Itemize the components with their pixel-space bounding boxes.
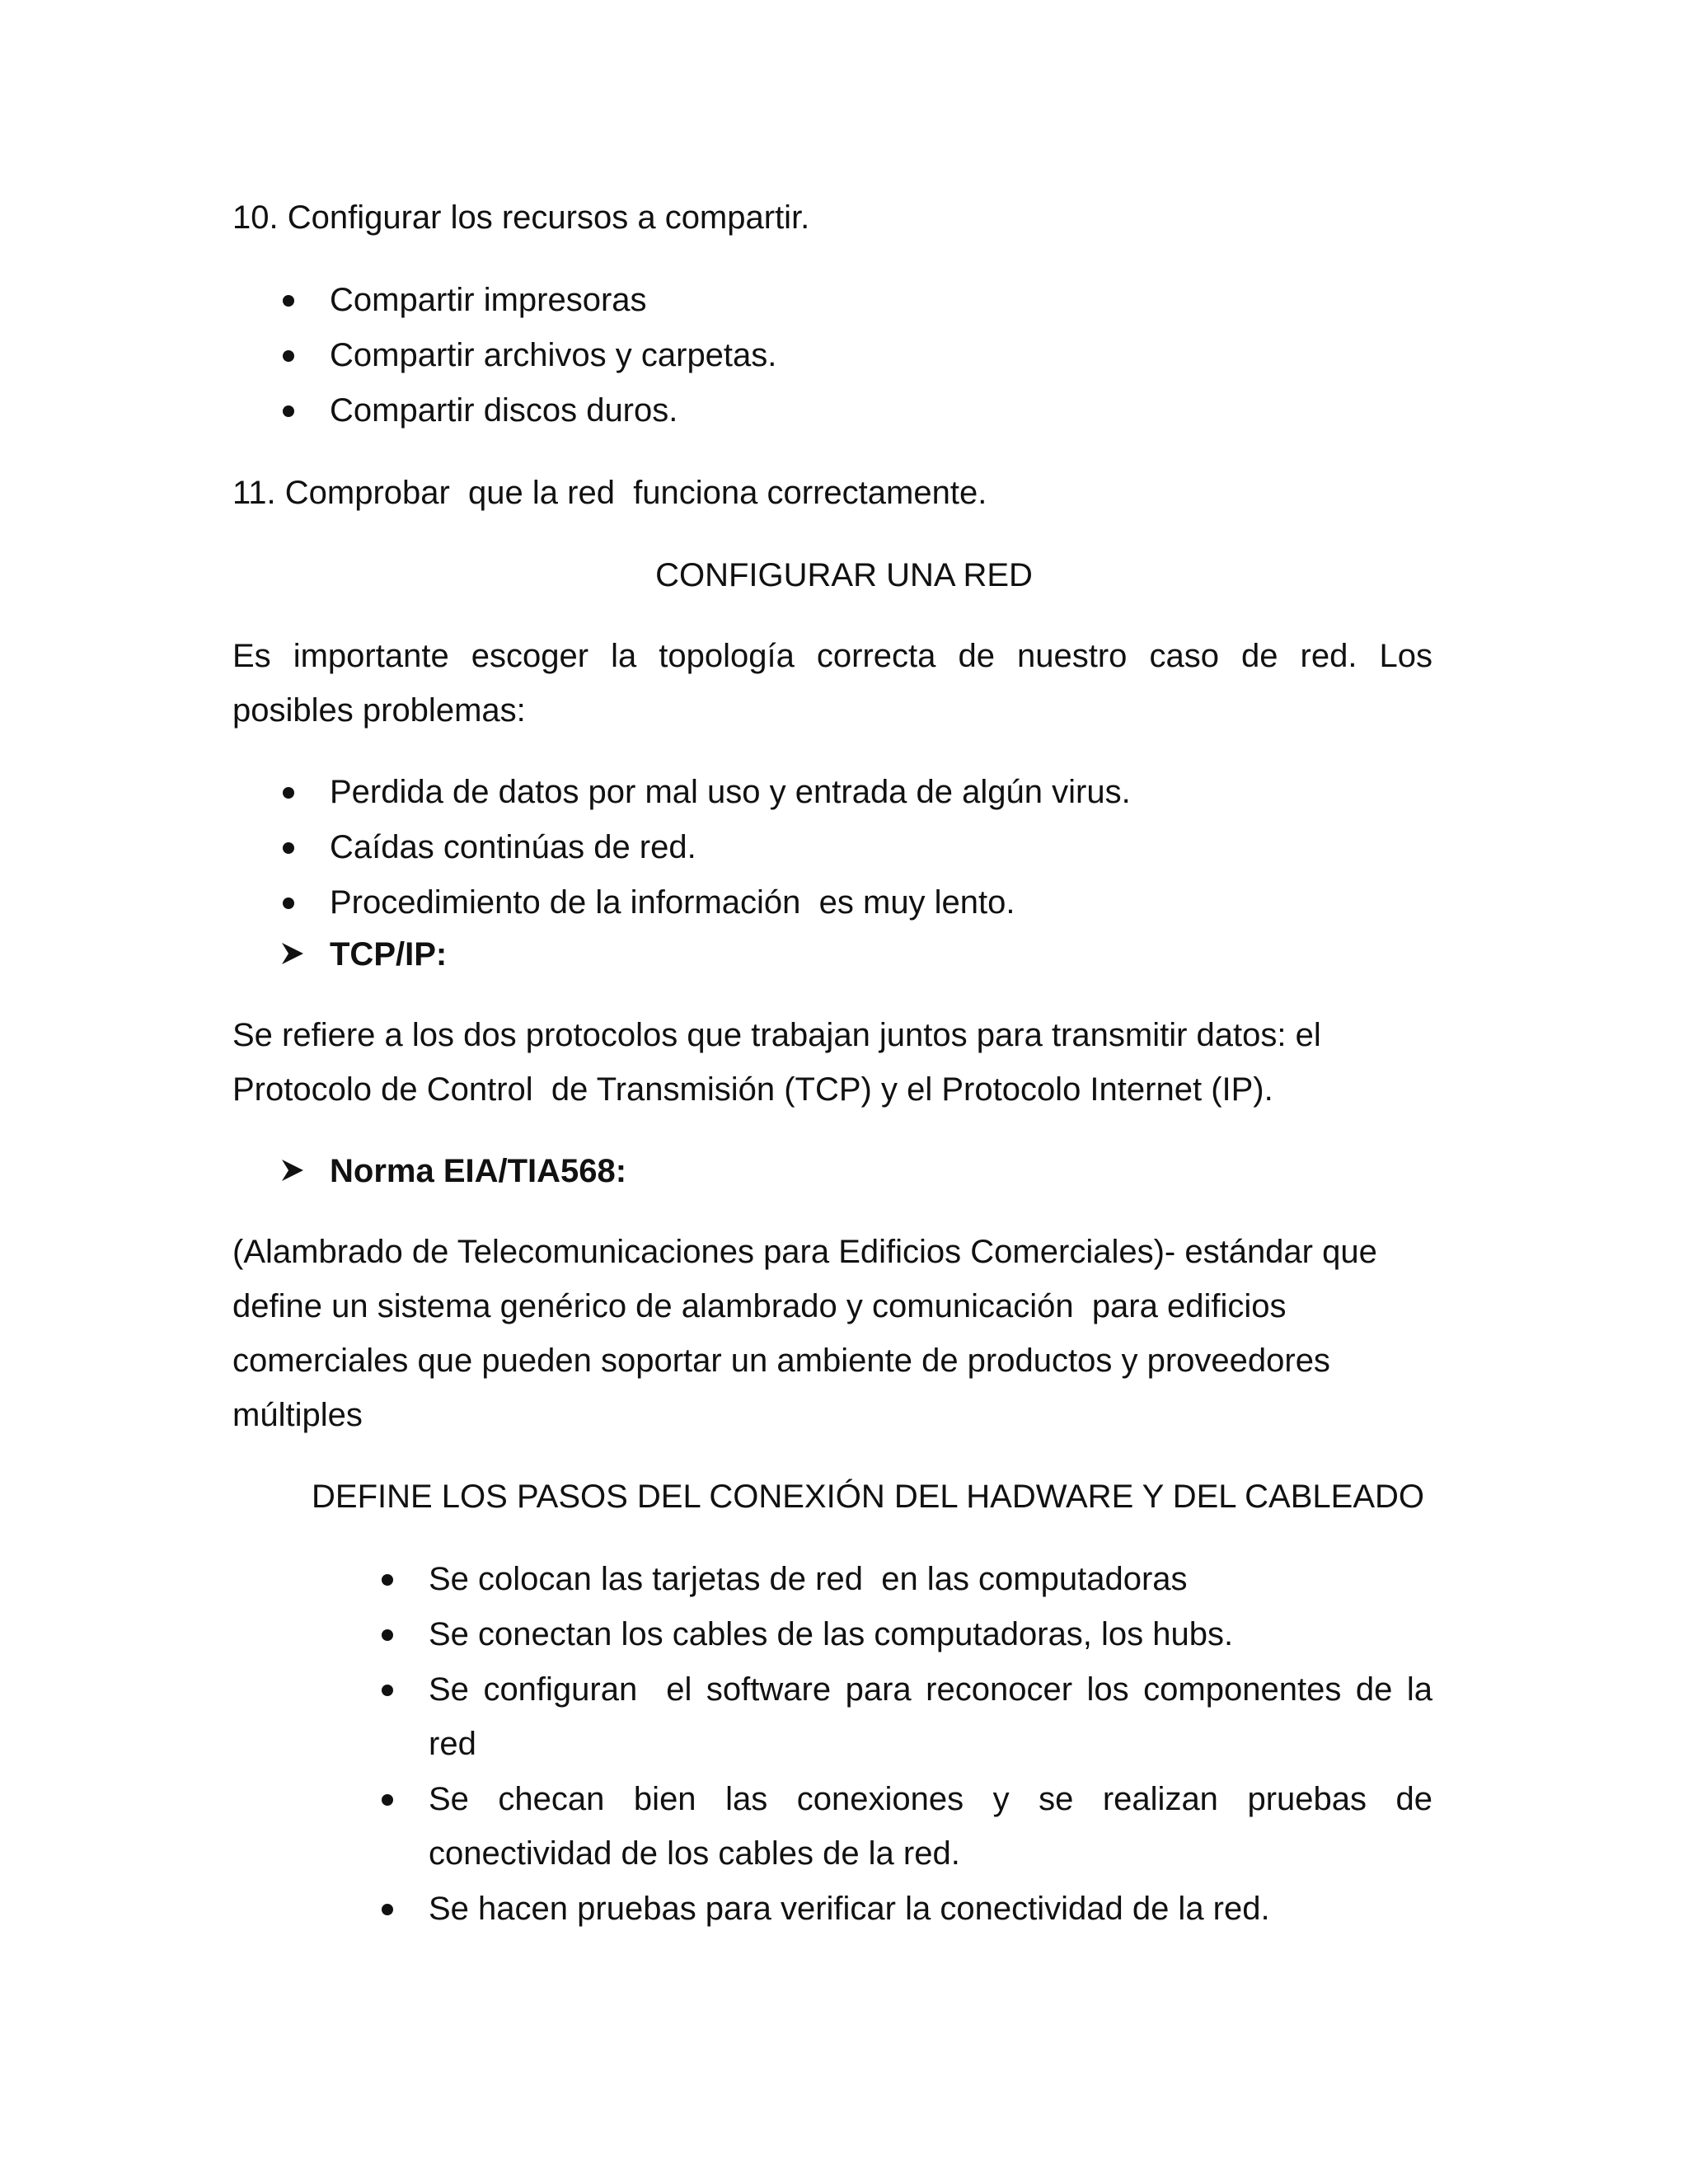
bullet-icon xyxy=(382,1794,393,1806)
list-item: Compartir archivos y carpetas. xyxy=(330,337,777,373)
list-item-line-1: Se checan bien las conexiones y se realizan pruebas de xyxy=(429,1781,1432,1817)
norma-heading: Norma EIA/TIA568: xyxy=(330,1153,627,1189)
bullet-icon xyxy=(283,295,294,307)
norma-text-line-4: múltiples xyxy=(232,1397,363,1433)
tcpip-text-line-2: Protocolo de Control de Transmisión (TCP) y el Protocolo Internet (IP). xyxy=(232,1071,1273,1108)
list-item: Se colocan las tarjetas de red en las computadoras xyxy=(429,1561,1188,1597)
list-item: Procedimiento de la información es muy lento. xyxy=(330,884,1015,921)
norma-text-line-3: comerciales que pueden soportar un ambiente de productos y proveedores xyxy=(232,1343,1330,1379)
bullet-icon xyxy=(283,350,294,362)
list-item: Compartir discos duros. xyxy=(330,392,678,429)
tcpip-heading: TCP/IP: xyxy=(330,936,448,972)
bullet-icon xyxy=(283,787,294,799)
intro-paragraph-line-1: Es importante escoger la topología correcta de nuestro caso de red. Los xyxy=(232,638,1432,674)
tcpip-text-line-1: Se refiere a los dos protocolos que trabajan juntos para transmitir datos: el xyxy=(232,1017,1321,1053)
bullet-icon xyxy=(382,1904,393,1915)
arrow-bullet-icon xyxy=(280,1158,305,1183)
section-heading-configurar: CONFIGURAR UNA RED xyxy=(655,557,1033,593)
norma-text-line-2: define un sistema genérico de alambrado y comunicación para edificios xyxy=(232,1288,1287,1324)
step-11-title: 11. Comprobar que la red funciona correctamente. xyxy=(232,475,987,511)
bullet-icon xyxy=(382,1574,393,1586)
bullet-icon xyxy=(283,405,294,417)
section-heading-pasos: DEFINE LOS PASOS DEL CONEXIÓN DEL HADWARE Y DEL CABLEADO xyxy=(312,1479,1424,1515)
list-item: Compartir impresoras xyxy=(330,282,647,318)
arrow-bullet-icon xyxy=(280,941,305,966)
list-item-line-1: Se configuran el software para reconocer los componentes de la xyxy=(429,1671,1432,1708)
list-item: Se hacen pruebas para verificar la conectividad de la red. xyxy=(429,1891,1270,1927)
bullet-icon xyxy=(382,1685,393,1696)
list-item-line-2: conectividad de los cables de la red. xyxy=(429,1835,960,1872)
list-item-line-2: red xyxy=(429,1726,476,1762)
step-10-title: 10. Configurar los recursos a compartir. xyxy=(232,199,810,236)
intro-paragraph-line-2: posibles problemas: xyxy=(232,692,526,729)
bullet-icon xyxy=(382,1629,393,1641)
norma-text-line-1: (Alambrado de Telecomunicaciones para Edificios Comerciales)- estándar que xyxy=(232,1234,1377,1270)
list-item: Se conectan los cables de las computadoras, los hubs. xyxy=(429,1616,1234,1652)
bullet-icon xyxy=(283,842,294,854)
list-item: Perdida de datos por mal uso y entrada de algún virus. xyxy=(330,774,1131,810)
list-item: Caídas continúas de red. xyxy=(330,829,696,865)
bullet-icon xyxy=(283,898,294,909)
